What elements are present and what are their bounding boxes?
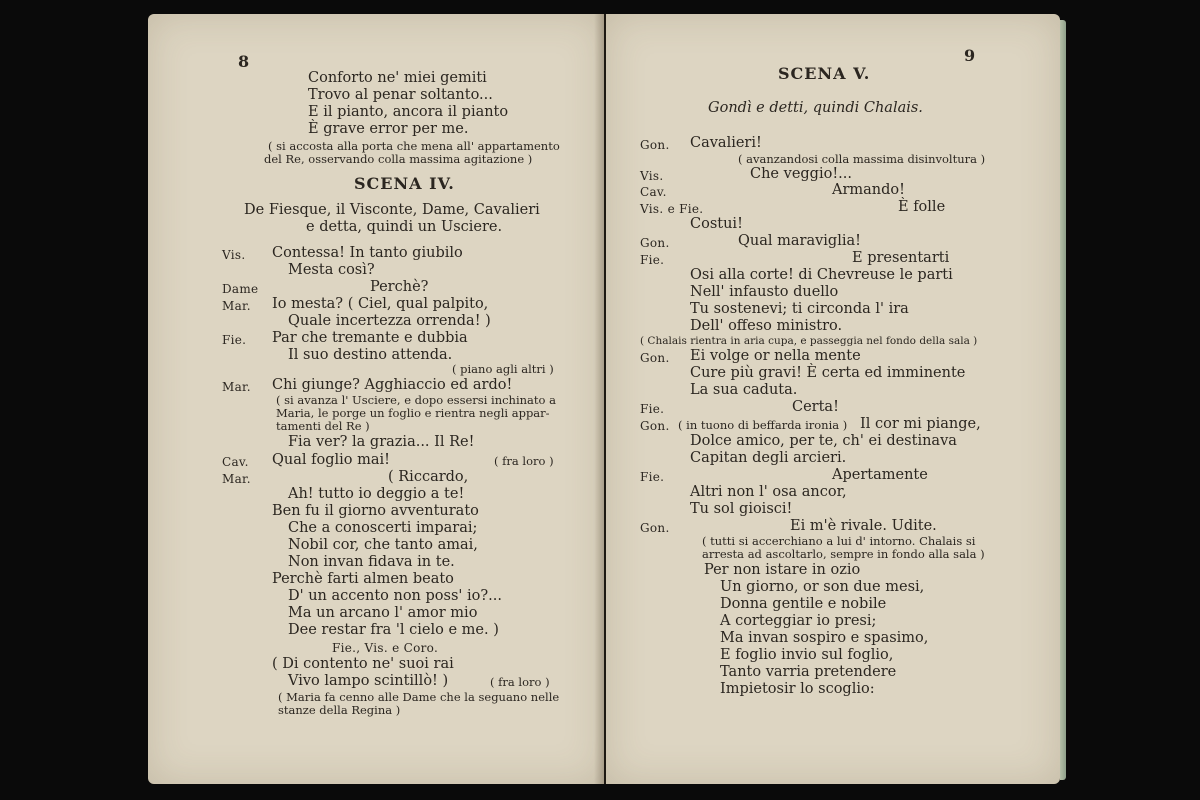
- stage-direction: del Re, osservando colla massima agitazione ): [264, 152, 533, 166]
- verse-line: Ma invan sospiro e spasimo,: [720, 630, 929, 646]
- verse-line: Io mesta? ( Ciel, qual palpito,: [272, 296, 489, 312]
- speaker-label: Gon.: [640, 236, 670, 250]
- speaker-label: Mar.: [222, 472, 251, 486]
- verse-line: Qual foglio mai!: [272, 452, 390, 468]
- verse-line: Il cor mi piange,: [860, 416, 981, 432]
- verse-line: Il suo destino attenda.: [288, 347, 453, 363]
- verse-line: Dolce amico, per te, ch' ei destinava: [690, 433, 957, 449]
- verse-line: E presentarti: [852, 250, 950, 266]
- speaker-label: Cav.: [640, 185, 667, 199]
- verse-line: Cure più gravi! È certa ed imminente: [690, 365, 966, 381]
- stage-direction: arresta ad ascoltarlo, sempre in fondo alla sala ): [702, 547, 985, 561]
- stage-direction: ( fra loro ): [494, 454, 554, 468]
- speaker-label: Fie.: [640, 470, 665, 484]
- verse-line: Capitan degli arcieri.: [690, 450, 847, 466]
- speaker-label: Gon.: [640, 419, 670, 433]
- verse-line: Ei volge or nella mente: [690, 348, 861, 364]
- verse-line: Un giorno, or son due mesi,: [720, 579, 925, 595]
- page-number: 8: [238, 52, 250, 71]
- stage-direction: ( si avanza l' Usciere, e dopo essersi inchinato a: [276, 393, 556, 407]
- verse-line: Ben fu il giorno avventurato: [272, 503, 479, 519]
- verse-line: Che veggio!...: [750, 166, 852, 182]
- speaker-label: Gon.: [640, 521, 670, 535]
- right-page: [606, 14, 1060, 784]
- verse-line: Conforto ne' miei gemiti: [308, 70, 487, 86]
- verse-line: Qual maraviglia!: [738, 233, 861, 249]
- verse-line: Quale incertezza orrenda! ): [288, 313, 491, 329]
- verse-line: Ah! tutto io deggio a te!: [288, 486, 465, 502]
- verse-line: Osi alla corte! di Chevreuse le parti: [690, 267, 953, 283]
- verse-line: Non invan fidava in te.: [288, 554, 455, 570]
- verse-line: Armando!: [832, 182, 905, 198]
- verse-line: Perchè?: [370, 279, 429, 295]
- verse-line: È grave error per me.: [308, 121, 469, 137]
- verse-line: Altri non l' osa ancor,: [690, 484, 847, 500]
- verse-line: Chi giunge? Agghiaccio ed ardo!: [272, 377, 513, 393]
- characters-line: Gondì e detti, quindi Chalais.: [708, 100, 923, 116]
- verse-line: Tu sol gioisci!: [690, 501, 793, 517]
- verse-line: La sua caduta.: [690, 382, 798, 398]
- verse-line: Nobil cor, che tanto amai,: [288, 537, 478, 553]
- verse-line: Fia ver? la grazia... Il Re!: [288, 434, 475, 450]
- verse-line: Dell' offeso ministro.: [690, 318, 843, 334]
- verse-line: Trovo al penar soltanto...: [308, 87, 493, 103]
- stage-direction: ( tutti si accerchiano a lui d' intorno. Chalais si: [702, 534, 976, 548]
- verse-line: Tanto varria pretendere: [720, 664, 897, 680]
- verse-line: Che a conoscerti imparai;: [288, 520, 478, 536]
- stage-direction: ( piano agli altri ): [452, 362, 554, 376]
- speaker-label: Dame: [222, 282, 259, 296]
- verse-line: ( Di contento ne' suoi rai: [272, 656, 454, 672]
- verse-line: È folle: [898, 199, 946, 215]
- verse-line: Nell' infausto duello: [690, 284, 839, 300]
- book-edge: [1060, 20, 1066, 780]
- speaker-label: Gon.: [640, 138, 670, 152]
- scene-heading: SCENA IV.: [354, 174, 455, 193]
- speaker-label: Fie.: [640, 253, 665, 267]
- speaker-label: Mar.: [222, 380, 251, 394]
- stage-direction: Maria, le porge un foglio e rientra negli appar-: [276, 406, 550, 420]
- verse-line: Vivo lampo scintillò! ): [288, 673, 449, 689]
- verse-line: Ei m'è rivale. Udite.: [790, 518, 937, 534]
- verse-line: D' un accento non poss' io?...: [288, 588, 502, 604]
- verse-line: Par che tremante e dubbia: [272, 330, 468, 346]
- stage-direction: ( fra loro ): [490, 675, 550, 689]
- speaker-label: Fie.: [640, 402, 665, 416]
- stage-direction: tamenti del Re ): [276, 419, 370, 433]
- verse-line: Cavalieri!: [690, 135, 762, 151]
- speaker-label: Mar.: [222, 299, 251, 313]
- stage-direction: ( si accosta alla porta che mena all' appartamento: [268, 139, 560, 153]
- verse-line: Perchè farti almen beato: [272, 571, 454, 587]
- verse-line: Certa!: [792, 399, 839, 415]
- speaker-label: Gon.: [640, 351, 670, 365]
- speaker-label: Vis. e Fie.: [640, 202, 704, 216]
- verse-line: Costui!: [690, 216, 743, 232]
- speaker-label: Fie., Vis. e Coro.: [332, 641, 439, 655]
- verse-line: Ma un arcano l' amor mio: [288, 605, 478, 621]
- characters-line: e detta, quindi un Usciere.: [306, 219, 503, 235]
- speaker-label: Fie.: [222, 333, 247, 347]
- verse-line: ( Riccardo,: [388, 469, 469, 485]
- stage-direction: ( Chalais rientra in aria cupa, e passeggia nel fondo della sala ): [640, 335, 978, 347]
- verse-line: Impietosir lo scoglio:: [720, 681, 875, 697]
- verse-line: Per non istare in ozio: [704, 562, 861, 578]
- verse-line: Donna gentile e nobile: [720, 596, 887, 612]
- verse-line: A corteggiar io presi;: [720, 613, 877, 629]
- verse-line: Contessa! In tanto giubilo: [272, 245, 463, 261]
- speaker-label: Cav.: [222, 455, 249, 469]
- verse-line: E foglio invio sul foglio,: [720, 647, 894, 663]
- stage-direction: ( Maria fa cenno alle Dame che la seguano nelle: [278, 690, 560, 704]
- open-book: [148, 14, 1064, 788]
- verse-line: Dee restar fra 'l cielo e me. ): [288, 622, 499, 638]
- verse-line: Apertamente: [832, 467, 928, 483]
- verse-line: Tu sostenevi; ti circonda l' ira: [690, 301, 909, 317]
- stage-direction: stanze della Regina ): [278, 703, 401, 717]
- speaker-label: Vis.: [640, 169, 664, 183]
- scene-heading: SCENA V.: [778, 64, 871, 83]
- verse-line: Mesta così?: [288, 262, 375, 278]
- stage-direction: ( avanzandosi colla massima disinvoltura ): [738, 152, 986, 166]
- page-number: 9: [964, 46, 976, 65]
- left-page: [148, 14, 604, 784]
- characters-line: De Fiesque, il Visconte, Dame, Cavalieri: [244, 202, 540, 218]
- speaker-label: Vis.: [222, 248, 246, 262]
- stage-direction: ( in tuono di beffarda ironia ): [678, 418, 848, 432]
- verse-line: E il pianto, ancora il pianto: [308, 104, 509, 120]
